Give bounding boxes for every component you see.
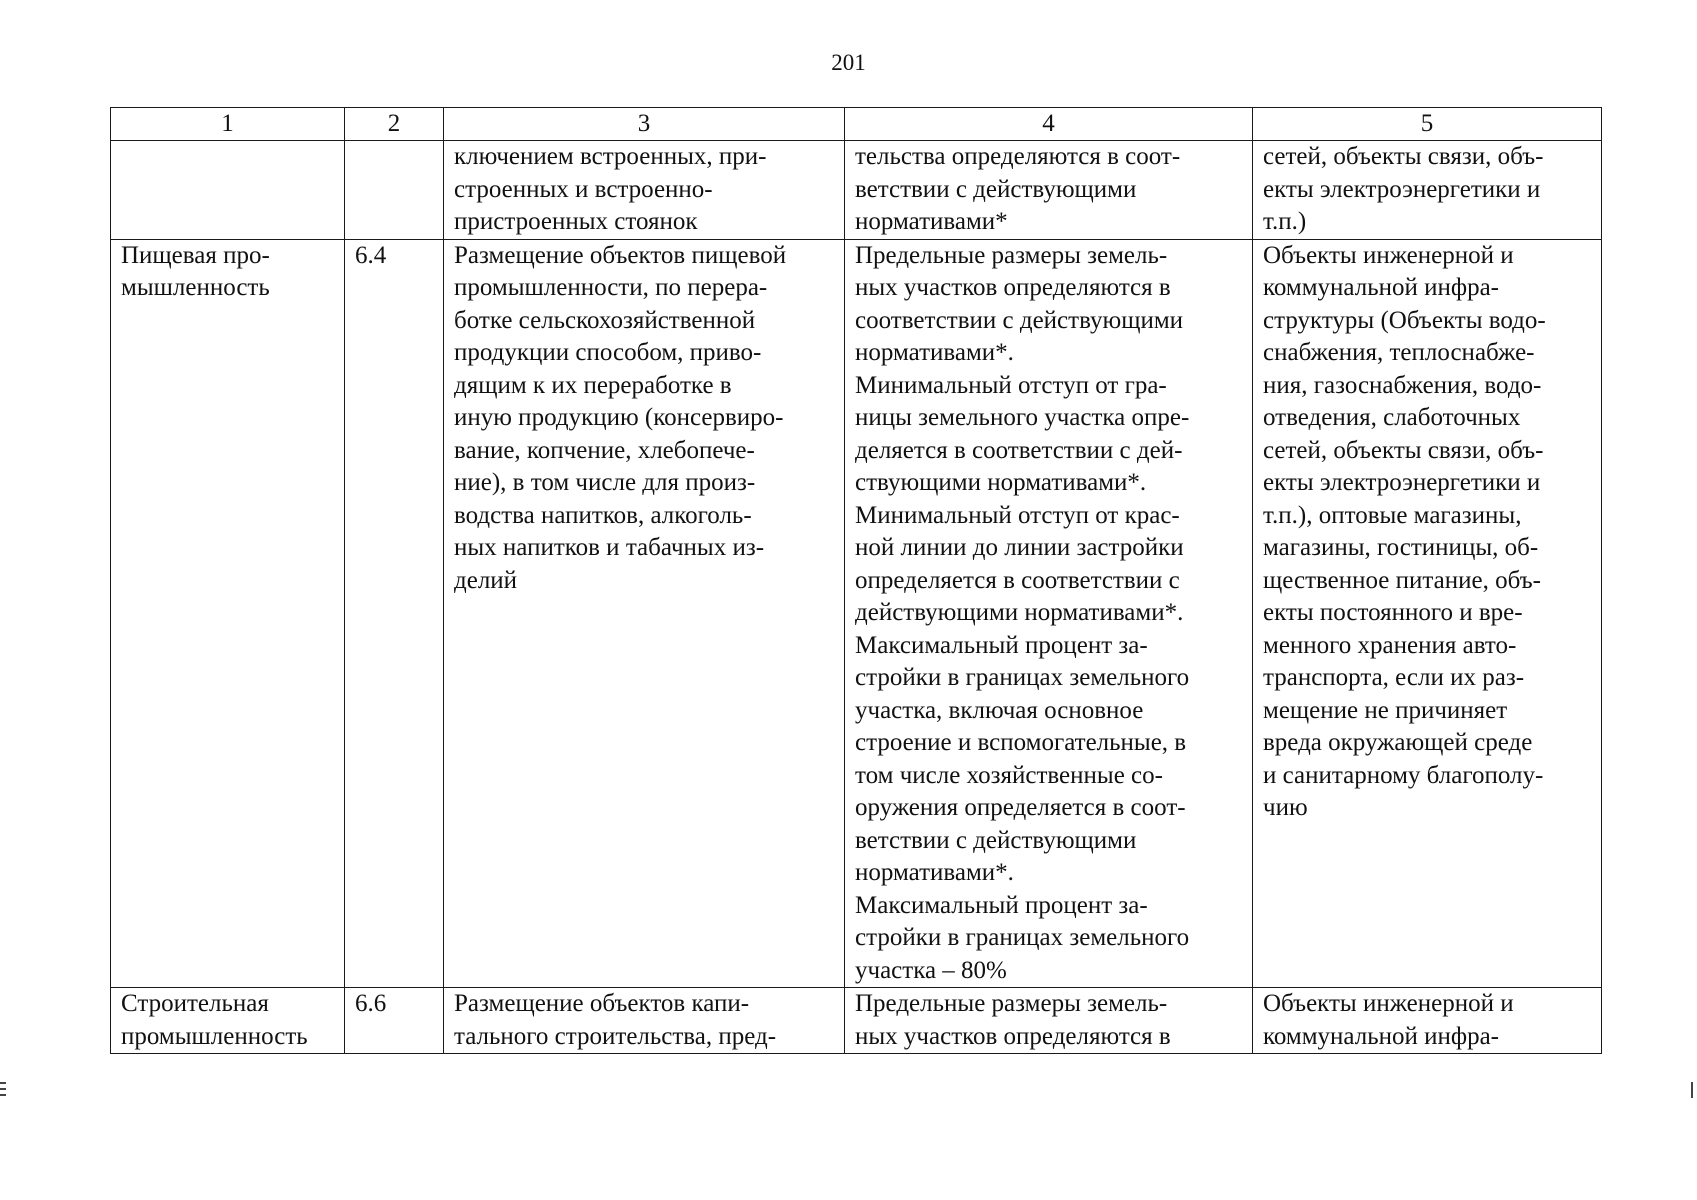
- table-row: [111, 239, 1602, 988]
- row-2-col-2: [345, 239, 444, 988]
- row-3-col-5: [1253, 988, 1602, 1054]
- row-3-col-2: [345, 988, 444, 1054]
- row-1-col-3: [444, 141, 845, 240]
- right-margin-mark: [1691, 1082, 1693, 1098]
- row-3-col-4: [845, 988, 1253, 1054]
- table-row: [111, 988, 1602, 1054]
- cell-text: Размещение объектов капи- тального строительства, пред-: [454, 990, 777, 1050]
- row-1-col-4: [845, 141, 1253, 240]
- header-col-2: 2: [345, 108, 444, 141]
- row-3-col-1: [111, 988, 345, 1054]
- row-2-col-1: [111, 239, 345, 988]
- cell-text: Строительная промышленность: [121, 990, 308, 1050]
- regulations-table: [110, 107, 1602, 1054]
- cell-text: Размещение объектов пищевой промышленности, по перера- ботке сельскохозяйственной продукции способом, приво- дящим к их переработке в иную продукцию (консервиро- вание, копчение, хлебопече- ние), в том числе для произ- водства напитков, алкоголь- ных напитков и табачных из- делий: [454, 241, 787, 594]
- cell-text: Объекты инженерной и коммунальной инфра-: [1263, 990, 1514, 1050]
- cell-text: 6.6: [355, 990, 387, 1017]
- header-col-3: 3: [444, 108, 845, 141]
- header-col-5: 5: [1253, 108, 1602, 141]
- cell-text: тельства определяются в соот- ветствии с действующими нормативами*: [855, 143, 1181, 235]
- row-3-col-3: [444, 988, 845, 1054]
- left-margin-mark: [0, 1094, 6, 1096]
- row-1-col-1: [111, 141, 345, 240]
- table-row: [111, 141, 1602, 240]
- cell-text: Предельные размеры земель- ных участков определяются в соответствии с действующими нормативами*. Минимальный отступ от гра- ницы земельного участка опре- деляется в соответствии с дей- ствующими нормативами*. Минимальный отступ от крас- ной линии до линии застройки определяется в соответствии с действующими нормативами*. Максимальный процент за- стройки в границах земельного участка, включая основное строение и вспомогательные, в том числе хозяйственные со- оружения определяется в соот- ветствии с действующими нормативами*. Максимальный процент за- стройки в границах земельного участка – 80%: [855, 241, 1190, 984]
- cell-text: 6.4: [355, 241, 387, 269]
- cell-text: ключением встроенных, при- строенных и встроенно- пристроенных стоянок: [454, 143, 767, 235]
- header-col-1: 1: [111, 108, 345, 141]
- row-1-col-2: [345, 141, 444, 240]
- row-2-col-3: [444, 239, 845, 988]
- row-2-col-5: [1253, 239, 1602, 988]
- cell-text: Объекты инженерной и коммунальной инфра- структуры (Объекты водо- снабжения, теплоснабже- ния, газоснабжения, водо- отведения, слаботочных сетей, объекты связи, объ- екты электроэнергетики и т.п.), оптовые магазины, магазины, гостиницы, об- щественное питание, объ- екты постоянного и вре- менного хранения авто- транспорта, если их раз- мещение не причиняет вреда окружающей среде и санитарному благополу- чию: [1263, 241, 1546, 821]
- page-number: 201: [831, 50, 866, 75]
- cell-text: сетей, объекты связи, объ- екты электроэнергетики и т.п.): [1263, 143, 1544, 235]
- left-margin-mark: [0, 1088, 6, 1090]
- row-1-col-5: [1253, 141, 1602, 240]
- cell-text: Предельные размеры земель- ных участков определяются в: [855, 990, 1171, 1050]
- row-2-col-4: [845, 239, 1253, 988]
- header-col-4: 4: [845, 108, 1253, 141]
- left-margin-mark: [0, 1082, 6, 1084]
- cell-text: Пищевая про- мышленность: [121, 241, 270, 301]
- table-header-row: [111, 108, 1602, 141]
